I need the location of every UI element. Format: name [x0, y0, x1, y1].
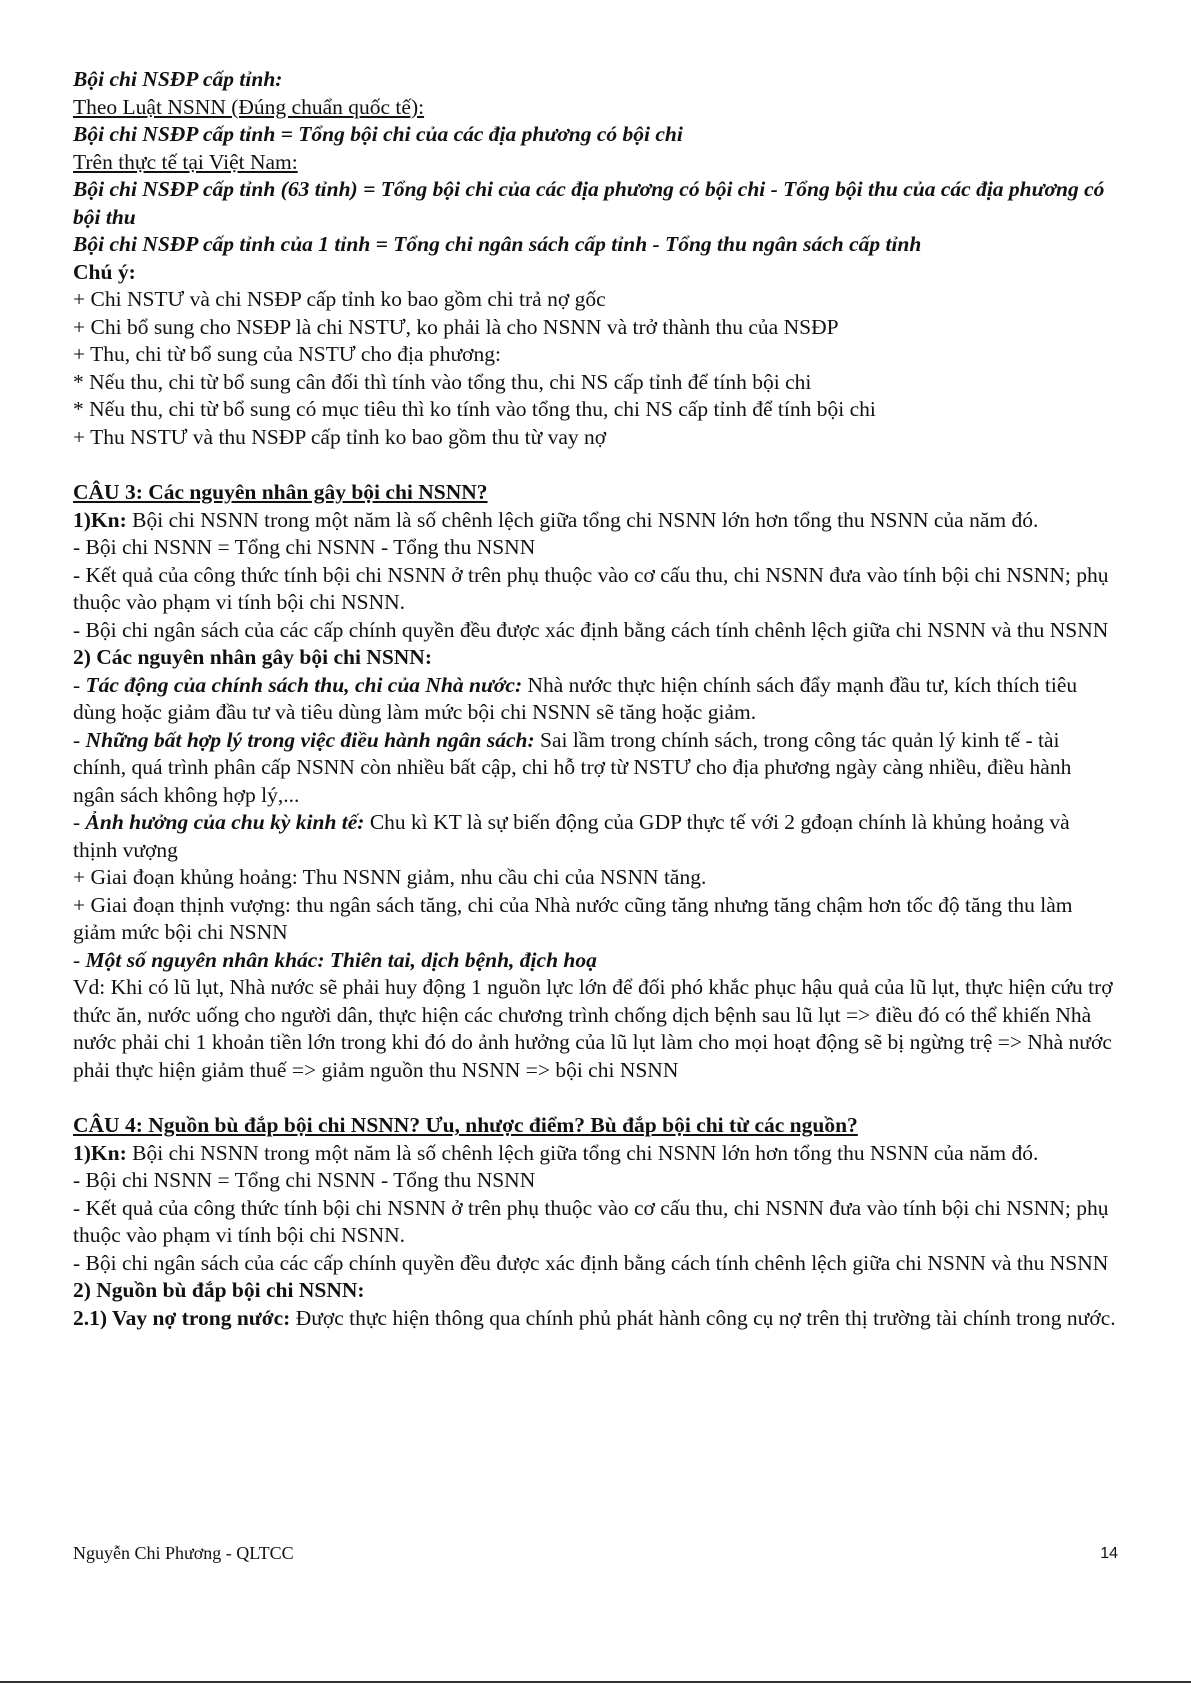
source-label: 2.1) Vay nợ trong nước:: [73, 1305, 291, 1330]
section-title: Bội chi NSĐP cấp tỉnh:: [73, 67, 283, 91]
law-label: Theo Luật NSNN (Đúng chuẩn quốc tế):: [73, 94, 425, 119]
cau4-line: - Kết quả của công thức tính bội chi NSNN ở trên phụ thuộc vào cơ cấu thu, chi NSNN đưa vào tính bội chi NSNN; phụ thuộc vào phạm vi tính bội chi NSNN.: [73, 1195, 1109, 1247]
note-item: * Nếu thu, chi từ bổ sung cân đối thì tính vào tổng thu, chi NS cấp tỉnh để tính bội chi: [73, 369, 812, 394]
source-item: [73, 1305, 1118, 1333]
vn-formula-1: Bội chi NSĐP cấp tỉnh (63 tỉnh) = Tổng bội chi của các địa phương có bội chi - Tổng bội thu của các địa phương có bội thu: [73, 177, 1105, 229]
cause-item: - Những bất hợp lý trong việc điều hành ngân sách: Sai lầm trong chính sách, trong công tác quản lý kinh tế - tài chính, quá trình phân cấp NSNN còn nhiều bất cập, chi hỗ trợ từ NSTƯ cho địa phương ngày càng nhiều, điều hành ngân sách không hợp lý,...: [73, 727, 1072, 807]
page-number: 14: [1100, 1545, 1118, 1562]
cau3-line: - Kết quả của công thức tính bội chi NSNN ở trên phụ thuộc vào cơ cấu thu, chi NSNN đưa vào tính bội chi NSNN; phụ thuộc vào phạm vi tính bội chi NSNN.: [73, 562, 1109, 614]
source-text: Được thực hiện thông qua chính phủ phát hành công cụ nợ trên thị trường tài chính trong nước.: [290, 1305, 1116, 1330]
cau4-heading: CÂU 4: Nguồn bù đắp bội chi NSNN? Ưu, nhược điểm? Bù đắp bội chi từ các nguồn?: [73, 1113, 858, 1137]
cause-label: Một số nguyên nhân khác: Thiên tai, dịch bệnh, địch hoạ: [85, 947, 597, 972]
cause-text: Nhà nước thực hiện chính sách đẩy mạnh đầu tư, kích thích tiêu dùng hoặc giảm đầu tư và tiêu dùng làm mức bội chi NSNN sẽ tăng hoặc giảm.: [73, 672, 1078, 724]
cau3-definition: [73, 507, 1118, 535]
example-text: Vd: Khi có lũ lụt, Nhà nước sẽ phải huy động 1 nguồn lực lớn để đối phó khắc phục hậu quả của lũ lụt, thực hiện cứu trợ thức ăn, nước uống cho người dân, thực hiện các chương trình chống dịch bệnh sau lũ lụt => điều đó có thể khiến Nhà nước phải chi 1 khoản tiền lớn trong khi đó do ảnh hưởng của lũ lụt làm cho mọi hoạt động sẽ bị ngừng trệ => Nhà nước phải thực hiện giảm thuế => giảm nguồn thu NSNN => bội chi NSNN: [73, 975, 1113, 1082]
cau4-line: - Bội chi NSNN = Tổng chi NSNN - Tổng thu NSNN: [73, 1168, 536, 1192]
cause-text: Chu kì KT là sự biến động của GDP thực tế với 2 gđoạn chính là khủng hoảng và thịnh vượng: [73, 810, 1070, 862]
note-item: + Thu NSTƯ và thu NSĐP cấp tỉnh ko bao gồm thu từ vay nợ: [73, 424, 607, 449]
kn-label: 1)Kn:: [73, 1140, 127, 1165]
cause-label: Ảnh hưởng của chu kỳ kinh tế:: [85, 810, 365, 834]
note-item: + Chi NSTƯ và chi NSĐP cấp tỉnh ko bao gồm chi trả nợ gốc: [73, 287, 606, 311]
cause-text: Sai lầm trong chính sách, trong công tác quản lý kinh tế - tài chính, quá trình phân cấp NSNN còn nhiều bất cập, chi hỗ trợ từ NSTƯ cho địa phương ngày càng nhiều, điều hành ngân sách không hợp lý,...: [73, 727, 1072, 807]
cau3-heading: CÂU 3: Các nguyên nhân gây bội chi NSNN?: [73, 480, 488, 504]
cause-label: Tác động của chính sách thu, chi của Nhà nước:: [85, 672, 523, 697]
cau4-line: - Bội chi ngân sách của các cấp chính quyền đều được xác định bằng cách tính chênh lệch giữa chi NSNN và thu NSNN: [73, 1250, 1109, 1275]
causes-heading: 2) Các nguyên nhân gây bội chi NSNN:: [73, 645, 432, 669]
note-label: Chú ý:: [73, 259, 136, 284]
cause-item: - Tác động của chính sách thu, chi của Nhà nước: Nhà nước thực hiện chính sách đẩy mạnh đầu tư, kích thích tiêu dùng hoặc giảm đầu tư và tiêu dùng làm mức bội chi NSNN sẽ tăng hoặc giảm.: [73, 672, 1078, 724]
law-formula: Bội chi NSĐP cấp tỉnh = Tổng bội chi của các địa phương có bội chi: [73, 122, 683, 146]
page-bottom-rule: [0, 1681, 1191, 1683]
cause-item: - Một số nguyên nhân khác: Thiên tai, dịch bệnh, địch hoạ: [73, 947, 597, 972]
kn-text: Bội chi NSNN trong một năm là số chênh lệch giữa tổng chi NSNN lớn hơn tổng thu NSNN của năm đó.: [126, 507, 1039, 532]
kn-text: Bội chi NSNN trong một năm là số chênh lệch giữa tổng chi NSNN lớn hơn tổng thu NSNN của năm đó.: [126, 1140, 1039, 1165]
cause-label: Những bất hợp lý trong việc điều hành ngân sách:: [85, 727, 535, 752]
note-item: + Thu, chi từ bổ sung của NSTƯ cho địa phương:: [73, 342, 501, 366]
cycle-line: + Giai đoạn khủng hoảng: Thu NSNN giảm, nhu cầu chi của NSNN tăng.: [73, 865, 707, 889]
cau4-definition: [73, 1140, 1118, 1168]
cycle-line: + Giai đoạn thịnh vượng: thu ngân sách tăng, chi của Nhà nước cũng tăng nhưng tăng chậm hơn tốc độ tăng thu làm giảm mức bội chi NSNN: [73, 892, 1073, 944]
kn-label: 1)Kn:: [73, 507, 127, 532]
cau3-line: - Bội chi ngân sách của các cấp chính quyền đều được xác định bằng cách tính chênh lệch giữa chi NSNN và thu NSNN: [73, 617, 1109, 642]
document-page: [73, 66, 1118, 1332]
footer-author: Nguyễn Chi Phương - QLTCC: [73, 1543, 294, 1563]
sources-heading: 2) Nguồn bù đắp bội chi NSNN:: [73, 1278, 365, 1302]
cau3-line: - Bội chi NSNN = Tổng chi NSNN - Tổng thu NSNN: [73, 535, 536, 559]
vn-formula-2: Bội chi NSĐP cấp tỉnh của 1 tỉnh = Tổng chi ngân sách cấp tỉnh - Tổng thu ngân sách cấp tỉnh: [73, 232, 922, 256]
cause-item: - Ảnh hưởng của chu kỳ kinh tế: Chu kì KT là sự biến động của GDP thực tế với 2 gđoạn chính là khủng hoảng và thịnh vượng: [73, 810, 1070, 862]
note-item: * Nếu thu, chi từ bổ sung có mục tiêu thì ko tính vào tổng thu, chi NS cấp tỉnh để tính bội chi: [73, 397, 876, 421]
vn-label: Trên thực tế tại Việt Nam:: [73, 149, 298, 174]
note-item: + Chi bổ sung cho NSĐP là chi NSTƯ, ko phải là cho NSNN và trở thành thu của NSĐP: [73, 314, 839, 339]
